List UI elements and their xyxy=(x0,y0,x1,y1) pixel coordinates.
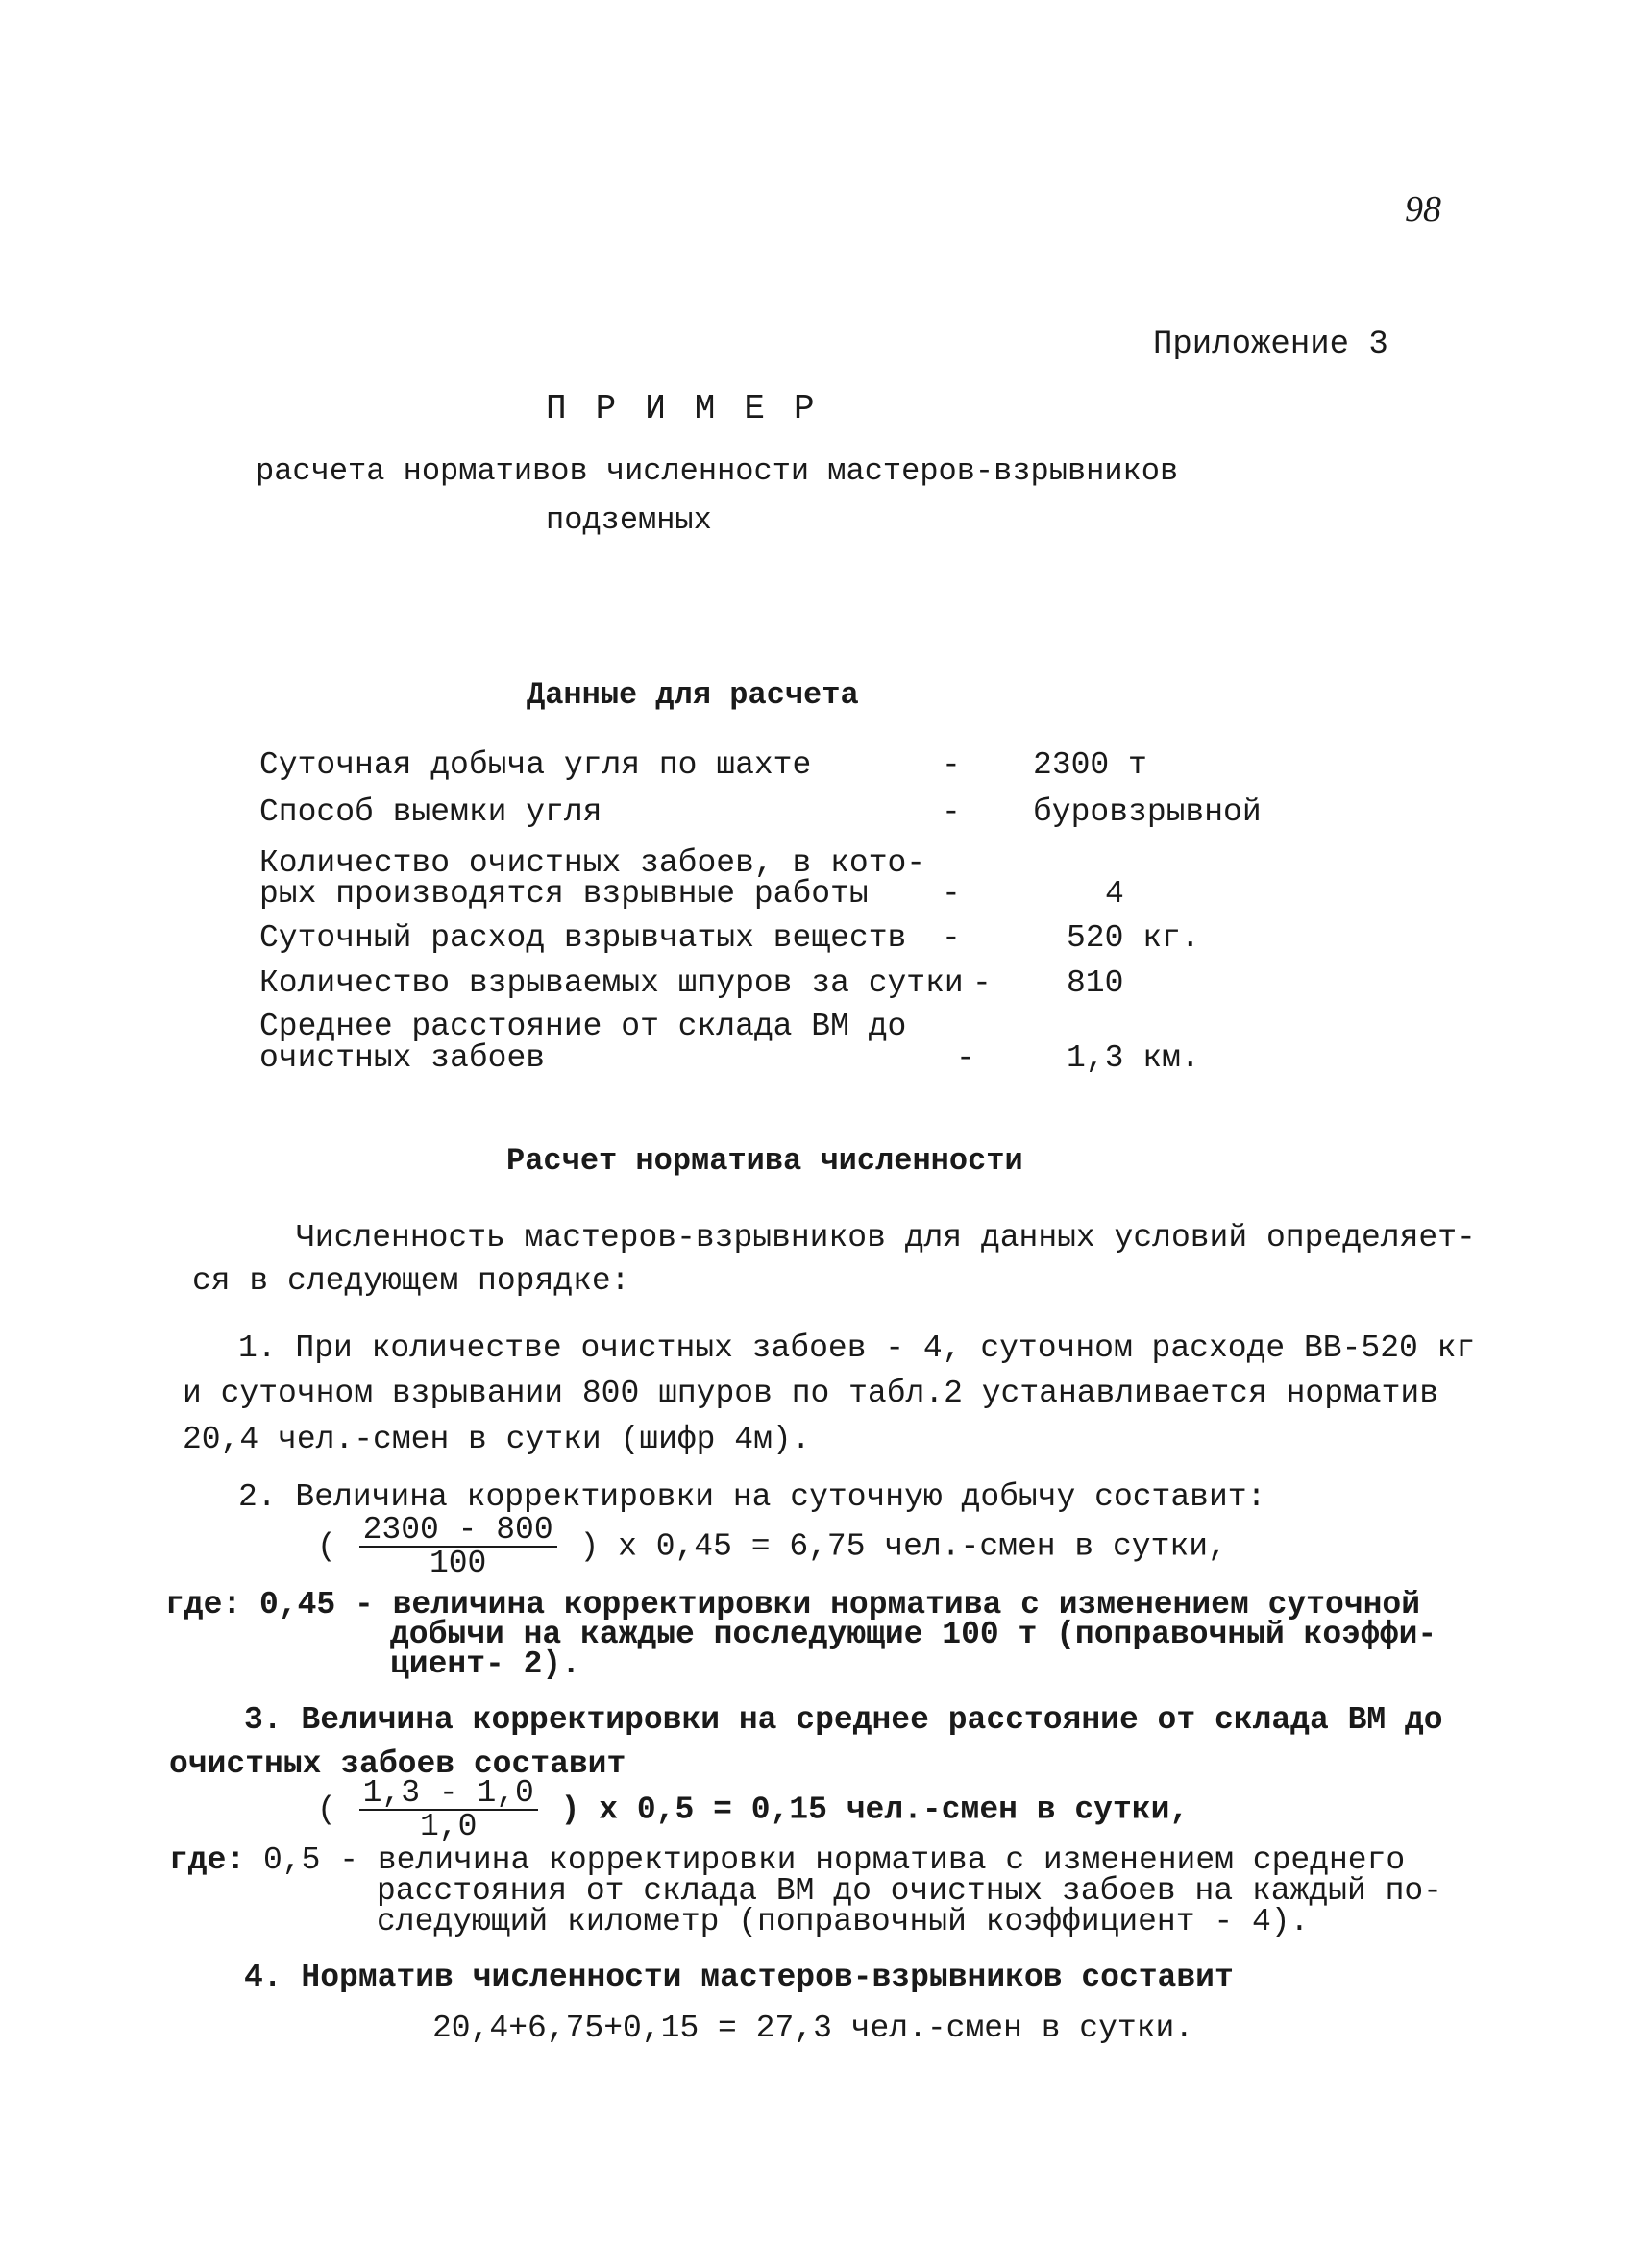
item3-formula-rest: ) x 0,5 = 0,15 чел.-смен в сутки, xyxy=(560,1792,1190,1828)
item1-line2: и суточном взрывании 800 шпуров по табл.2 устанавливается норматив xyxy=(183,1376,1439,1411)
item2-where-line2: добычи на каждые последующие 100 т (поправочный коэффи- xyxy=(390,1617,1437,1652)
data-row-value: 810 xyxy=(1067,965,1124,1001)
item1-line3: 20,4 чел.-смен в сутки (шифр 4м). xyxy=(183,1422,811,1457)
data-row-value: 2300 т xyxy=(1033,747,1147,783)
appendix-label: Приложение 3 xyxy=(1153,327,1388,363)
data-row-value: 520 кг. xyxy=(1067,920,1200,956)
item3-fraction xyxy=(359,1777,538,1842)
item2-where-line1: 0,45 - величина корректировки норматива с изменением суточной xyxy=(259,1587,1420,1622)
item2-fraction xyxy=(359,1514,557,1579)
data-row-label: Суточный расход взрывчатых веществ xyxy=(259,920,907,956)
item3-line2: очистных забоев составит xyxy=(169,1746,626,1782)
item3-where-label: где: xyxy=(169,1842,246,1878)
data-row-value: буровзрывной xyxy=(1033,794,1262,830)
data-row-label: Суточная добыча угля по шахте xyxy=(259,747,812,783)
data-row-label: очистных забоев xyxy=(259,1040,546,1076)
item4-line2: 20,4+6,75+0,15 = 27,3 чел.-смен в сутки. xyxy=(432,2011,1194,2046)
data-row-dash: - xyxy=(942,747,961,783)
data-row-label: Способ выемки угля xyxy=(259,794,602,830)
item3-where-line2: расстояния от склада ВМ до очистных забоев на каждый по- xyxy=(377,1873,1442,1909)
item3-numerator: 1,3 - 1,0 xyxy=(359,1777,538,1811)
data-row-dash: - xyxy=(942,920,961,956)
item3-where-line1: 0,5 - величина корректировки норматива с изменением среднего xyxy=(263,1842,1406,1878)
item3-line1: 3. Величина корректировки на среднее расстояние от склада ВМ до xyxy=(244,1702,1443,1738)
document-subtitle-line1: расчета нормативов численности мастеров-взрывников xyxy=(256,453,1179,489)
item3-formula-open: ( xyxy=(317,1792,336,1828)
item2-where-line3: циент- 2). xyxy=(390,1646,581,1682)
data-row-dash: - xyxy=(972,965,992,1001)
data-row-dash: - xyxy=(942,794,961,830)
document-subtitle-line2: подземных xyxy=(546,502,712,538)
item3-formula xyxy=(317,1777,1189,1842)
item4-line1: 4. Норматив численности мастеров-взрывников составит xyxy=(244,1960,1234,1995)
document-title: ПРИМЕР xyxy=(546,389,844,428)
data-row-label: Среднее расстояние от склада ВМ до xyxy=(259,1009,907,1044)
page-number: 98 xyxy=(1405,189,1441,230)
data-row-dash: - xyxy=(942,876,961,912)
data-row-label: Количество взрываемых шпуров за сутки xyxy=(259,965,964,1001)
item2-denominator: 100 xyxy=(429,1546,487,1581)
item3-where-line3: следующий километр (поправочный коэффициент - 4). xyxy=(377,1904,1310,1939)
item2-heading: 2. Величина корректировки на суточную добычу составит: xyxy=(238,1479,1266,1515)
data-section-heading: Данные для расчета xyxy=(527,677,859,713)
item2-formula xyxy=(317,1514,1227,1579)
data-row-label: рых производятся взрывные работы xyxy=(259,876,869,912)
item2-where-label: где: xyxy=(165,1587,242,1622)
item2-formula-rest: ) x 0,45 = 6,75 чел.-смен в сутки, xyxy=(579,1528,1227,1565)
data-row-dash: - xyxy=(956,1040,975,1076)
intro-line2: ся в следующем порядке: xyxy=(192,1263,630,1299)
item2-formula-open: ( xyxy=(317,1528,336,1565)
intro-line1: Численность мастеров-взрывников для данных условий определяет- xyxy=(296,1220,1476,1256)
item1-line1: 1. При количестве очистных забоев - 4, суточном расходе ВВ-520 кг xyxy=(238,1330,1476,1366)
data-row-value: 4 xyxy=(1105,876,1124,912)
data-row-value: 1,3 км. xyxy=(1067,1040,1200,1076)
calc-section-heading: Расчет норматива численности xyxy=(506,1143,1023,1179)
data-row-label: Количество очистных забоев, в кото- xyxy=(259,845,926,881)
item3-denominator: 1,0 xyxy=(420,1809,478,1844)
item2-numerator: 2300 - 800 xyxy=(359,1514,557,1548)
